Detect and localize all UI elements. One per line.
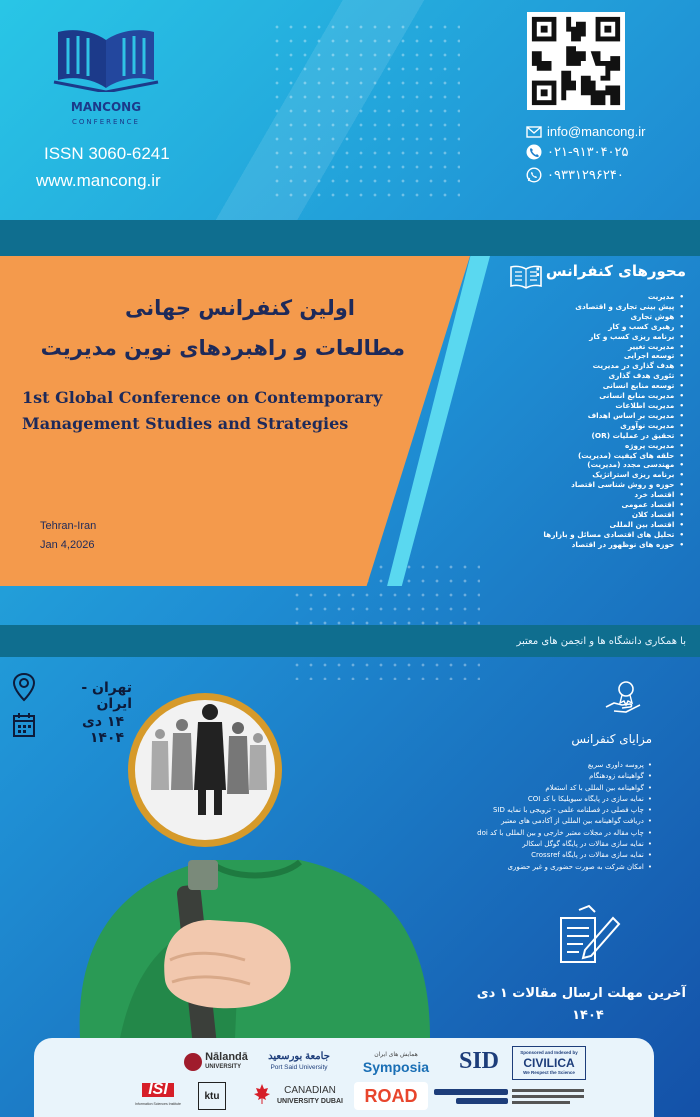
calendar-icon [12, 712, 36, 738]
list-item: • اقتصاد کلان [499, 510, 684, 520]
civilica-note [512, 1084, 584, 1108]
mail-icon [526, 126, 542, 138]
road-name: ROAD [364, 1085, 418, 1106]
civilica-logo [512, 1046, 586, 1080]
ktu-logo [198, 1082, 226, 1110]
note-line [512, 1101, 570, 1104]
civilica-sub: We Respect the Science [523, 1070, 575, 1075]
sid-logo [450, 1046, 508, 1076]
benefits-list [432, 760, 652, 873]
brand-sub: CONFERENCE [72, 118, 140, 126]
nalanda-name: Nālandā [205, 1051, 248, 1063]
book-logo-icon [52, 22, 160, 92]
list-item: • تئوری هدف گذاری [499, 371, 684, 381]
port-said-name: جامعة بورسعيد [268, 1051, 330, 1062]
list-item: • تحقیق در عملیات (OR) [499, 431, 684, 441]
port-said-logo [258, 1048, 340, 1076]
list-item: • تحلیل های اقتصادی مسائل و بازارها [499, 530, 684, 540]
magnifier-person-illustration [60, 690, 440, 1038]
email-text: info@mancong.ir [547, 124, 646, 139]
collab-text: با همکاری دانشگاه ها و انجمن های معتبر [516, 636, 686, 647]
list-item: • پیش بینی تجاری و اقتصادی [499, 302, 684, 312]
list-item: • رهبری کسب و کار [499, 322, 684, 332]
brand-name: MANCONG [70, 100, 142, 114]
list-item: • هدف گذاری در مدیریت [499, 361, 684, 371]
list-item: • مدیریت [499, 292, 684, 302]
list-item: • اقتصاد بین المللی [499, 520, 684, 530]
civilica-top: Sponsored and Indexed by [520, 1050, 578, 1055]
list-item: • نمایه سازی مقالات در پایگاه گوگل اسکالر [432, 839, 652, 850]
jihad-line [456, 1098, 508, 1104]
list-item: • مدیریت پروژه [499, 441, 684, 451]
location-text: تهران - ایران [81, 680, 132, 712]
list-item: • اقتصاد عمومی [499, 500, 684, 510]
note-line [512, 1095, 584, 1098]
isi-name: ISI [142, 1083, 174, 1097]
list-item: • چاپ فصلی در فصلنامه علمی - ترویجی با نمایه SID [432, 805, 652, 816]
list-item: • مدیریت اطلاعات [499, 401, 684, 411]
nalanda-emblem-icon [184, 1053, 202, 1071]
list-item: • برنامه ریزی کسب و کار [499, 332, 684, 342]
mobile-row[interactable] [526, 167, 624, 183]
nalanda-logo [178, 1050, 254, 1074]
jihad-logo [434, 1084, 508, 1108]
phone-text: ۰۲۱-۹۱۳۰۴۰۲۵ [547, 144, 629, 160]
location-pin-icon [12, 672, 36, 702]
port-said-sub: Port Said University [270, 1064, 328, 1071]
nalanda-sub: UNIVERSITY [205, 1064, 242, 1070]
phone-icon [526, 144, 542, 160]
symposia-logo [348, 1046, 444, 1076]
award-hand-icon [604, 677, 644, 717]
whatsapp-icon [526, 167, 542, 183]
qr-code-icon [527, 12, 625, 110]
canadian-university-logo [274, 1082, 346, 1110]
list-item: • هوش تجاری [499, 312, 684, 322]
jihad-line [434, 1089, 508, 1095]
deadline-line1: آخرین مهلت ارسال مقالات ۱ دی [476, 986, 686, 1001]
canadian-sub: UNIVERSITY DUBAI [277, 1098, 343, 1105]
list-item: • توسعه منابع انسانی [499, 381, 684, 391]
list-item: • گواهینامه بین المللی با کد استعلام [432, 783, 652, 794]
topics-list [499, 292, 684, 550]
qr-code [527, 12, 625, 110]
list-item: • دریافت گواهینامه بین المللی از آکادمی های معتبر [432, 816, 652, 827]
title-fa-line2: مطالعات و راهبردهای نوین مدیریت [40, 336, 405, 360]
phone-row[interactable] [526, 144, 629, 160]
list-item: • حوزه های نوظهور در اقتصاد [499, 540, 684, 550]
list-item: • پروسه داوری سریع [432, 760, 652, 771]
list-item: • چاپ مقاله در مجلات معتبر خارجی و بین المللی با کد doi [432, 828, 652, 839]
event-date-text: ۱۴ دی ۱۴۰۴ [82, 714, 124, 746]
date-text: Jan 4,2026 [40, 539, 95, 551]
list-item: • حلقه های کیفیت (مدیریت) [499, 451, 684, 461]
canadian-name: CANADIAN [284, 1085, 336, 1096]
top-band [0, 220, 700, 256]
note-line [512, 1089, 584, 1092]
title-en-line1: 1st Global Conference on Contemporary [22, 388, 383, 407]
email-row[interactable] [526, 124, 645, 139]
list-item: • برنامه ریزی استراتژیک [499, 470, 684, 480]
civilica-name: CIVILICA [523, 1056, 575, 1070]
list-item: • امکان شرکت به صورت حضوری و غیر حضوری [432, 862, 652, 873]
deadline-line2: ۱۴۰۴ [572, 1008, 604, 1023]
topics-heading: محورهای کنفرانس : [534, 262, 686, 280]
partner-logos-footer [34, 1038, 654, 1117]
isi-sub: Information Sciences Institute [135, 1102, 181, 1106]
list-item: • نمایه سازی مقالات در پایگاه Crossref [432, 850, 652, 861]
title-fa-line1: اولین کنفرانس جهانی [125, 296, 355, 320]
list-item: • حوزه و روش شناسی اقتصاد [499, 480, 684, 490]
list-item: • مدیریت نوآوری [499, 421, 684, 431]
sid-name: SID [458, 1047, 500, 1074]
mobile-text: ۰۹۳۳۱۲۹۶۲۴۰ [547, 167, 624, 183]
list-item: • اقتصاد خرد [499, 490, 684, 500]
city-text: Tehran-Iran [40, 520, 97, 532]
title-en-line2: Management Studies and Strategies [22, 414, 349, 433]
list-item: • مدیریت بر اساس اهداف [499, 411, 684, 421]
list-item: • مهندسی مجدد (مدیریت) [499, 460, 684, 470]
website-link[interactable]: www.mancong.ir [36, 171, 161, 190]
symposia-top: همایش های ایران [374, 1052, 418, 1058]
benefits-heading: مزایای کنفرانس [571, 732, 652, 746]
list-item: • مدیریت منابع انسانی [499, 391, 684, 401]
list-item: • نمایه سازی در پایگاه سیویلیکا با کد COI [432, 794, 652, 805]
maple-leaf-icon [254, 1084, 270, 1104]
document-pen-icon [555, 904, 621, 966]
diagonal-stripe [180, 0, 460, 220]
isi-logo [132, 1082, 184, 1112]
issn-text: ISSN 3060-6241 [44, 144, 170, 163]
ktu-name: ktu [204, 1090, 220, 1102]
list-item: • توسعه اجرایی [499, 351, 684, 361]
road-logo [354, 1082, 428, 1110]
list-item: • گواهینامه زودهنگام [432, 771, 652, 782]
symposia-name: Symposia [362, 1059, 430, 1075]
list-item: • مدیریت تغییر [499, 342, 684, 352]
